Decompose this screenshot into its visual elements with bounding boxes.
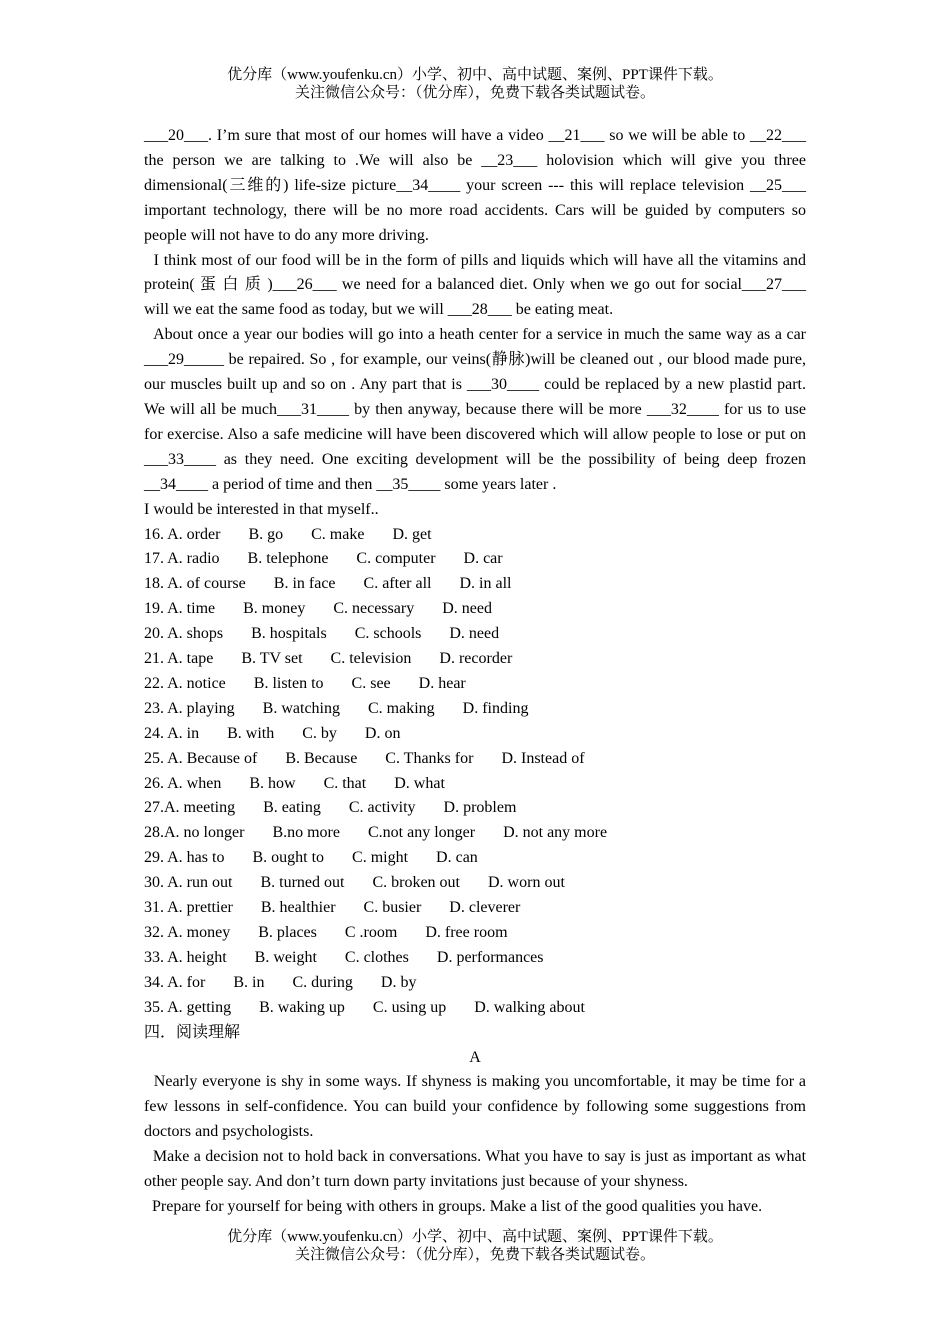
option-b: B. watching	[262, 699, 340, 717]
option-b: B. with	[227, 724, 275, 742]
option-row	[144, 747, 806, 772]
option-b: B. Because	[285, 749, 358, 767]
option-c: C. television	[330, 650, 412, 668]
option-c: C. might	[352, 849, 409, 867]
option-a: 21. A. tape	[144, 650, 214, 668]
option-a: 16. A. order	[144, 525, 221, 543]
passage-paragraph-3: About once a year our bodies will go into a heath center for a service in much the same way as a car ___29_____ be repaired. So , for example, our veins(静脉)will be cleaned out , our blood made pure, our muscles built up and so on . Any part that is ___30____ could be replaced by a new plastid part. We will all be much___31____ by then anyway, because there will be more ___32____ for us to use for exercise. Also a safe medicine will have been discovered which will allow people to lose or put on ___33____ as they need. One exciting development will be the possibility of being deep frozen __34____ a period of time and then __35____ some years later .	[144, 326, 811, 493]
option-c: C. clothes	[344, 948, 409, 966]
option-c: C. broken out	[372, 874, 460, 892]
option-row	[144, 597, 806, 622]
option-d: D. cleverer	[449, 899, 521, 917]
option-row	[144, 572, 806, 597]
option-row	[144, 647, 806, 672]
option-c: C.not any longer	[367, 824, 476, 842]
option-a: 34. A. for	[144, 973, 206, 991]
passage-paragraph-2: I think most of our food will be in the form of pills and liquids which will have all the vitamins and protein( 蛋 白 质 )___26___ we need for a balanced diet. Only when we go out for social___27___ will we eat the same food as today, but we will ___28___ be eating meat.	[144, 251, 811, 319]
page-footer	[0, 1228, 950, 1264]
option-c: C. computer	[356, 550, 436, 568]
option-b: B. in face	[273, 575, 336, 593]
option-c: C. using up	[372, 998, 447, 1016]
option-c: C. make	[311, 525, 365, 543]
option-row	[144, 772, 806, 797]
page-header	[0, 66, 950, 102]
option-a: 23. A. playing	[144, 699, 235, 717]
option-c: C. during	[292, 973, 353, 991]
option-row	[144, 996, 806, 1021]
option-c: C. schools	[354, 625, 422, 643]
option-row	[144, 722, 806, 747]
option-a: 31. A. prettier	[144, 899, 233, 917]
option-b: B. listen to	[253, 674, 324, 692]
option-b: B. weight	[254, 948, 317, 966]
option-c: C. that	[323, 774, 367, 792]
document-body	[144, 124, 811, 1220]
option-d: D. get	[392, 525, 432, 543]
options-list	[144, 523, 806, 1021]
option-row	[144, 896, 806, 921]
option-c: C. busier	[363, 899, 422, 917]
option-row	[144, 523, 806, 548]
option-a: 25. A. Because of	[144, 749, 258, 767]
option-row	[144, 547, 806, 572]
option-c: C. necessary	[333, 600, 415, 618]
option-a: 30. A. run out	[144, 874, 233, 892]
option-row	[144, 871, 806, 896]
passage-paragraph-4: I would be interested in that myself..	[144, 500, 379, 518]
option-d: D. car	[463, 550, 503, 568]
option-d: D. free room	[425, 924, 508, 941]
option-d: D. walking about	[474, 998, 585, 1016]
option-d: D. recorder	[439, 650, 513, 668]
option-d: D. can	[436, 849, 478, 867]
option-b: B. places	[258, 924, 317, 941]
option-d: D. what	[394, 774, 445, 792]
option-row	[144, 971, 806, 996]
option-a: 35. A. getting	[144, 998, 232, 1016]
option-a: 33. A. height	[144, 948, 227, 966]
option-row	[144, 697, 806, 722]
option-a: 28.A. no longer	[144, 824, 245, 842]
option-d: D. in all	[459, 575, 512, 593]
option-d: D. need	[442, 600, 492, 618]
option-row	[144, 622, 806, 647]
option-c: C. by	[302, 724, 337, 742]
section-part-label: A	[469, 1048, 481, 1066]
option-d: D. finding	[462, 699, 529, 717]
option-d: D. on	[364, 724, 401, 742]
option-a: 32. A. money	[144, 924, 231, 941]
option-d: D. Instead of	[501, 749, 585, 767]
reading-paragraph-3: Prepare for yourself for being with others in groups. Make a list of the good qualities you have.	[144, 1197, 763, 1215]
option-a: 27.A. meeting	[144, 799, 236, 817]
option-a: 19. A. time	[144, 600, 216, 618]
passage-paragraph-1: ___20___. I’m sure that most of our homes will have a video __21___ so we will be able to __22___ the person we are talking to .We will also be __23___ holovision which will give you three dimensional(三维的) life-size picture__34____ your screen --- this will replace television __25___ important technology, there will be no more road accidents. Cars will be guided by computers so people will not have to do any more driving.	[144, 127, 806, 244]
option-b: B. go	[248, 525, 284, 543]
option-d: D. performances	[436, 948, 544, 966]
option-d: D. by	[380, 973, 417, 991]
option-c: C .room	[344, 924, 398, 941]
option-b: B. TV set	[241, 650, 303, 668]
option-c: C. Thanks for	[385, 749, 474, 767]
option-row	[144, 821, 806, 846]
option-b: B. money	[243, 600, 306, 618]
option-b: B. eating	[263, 799, 321, 817]
option-c: C. see	[351, 674, 391, 692]
option-c: C. after all	[363, 575, 432, 593]
option-d: D. not any more	[503, 824, 608, 842]
option-d: D. hear	[418, 674, 466, 692]
footer-line-2: 关注微信公众号：（优分库），免费下载各类试题试卷。	[294, 1247, 655, 1263]
option-row	[144, 946, 806, 971]
header-line-1: 优分库（www.youfenku.cn）小学、初中、高中试题、案例、PPT课件下载。	[227, 67, 723, 83]
option-b: B. in	[233, 973, 265, 991]
option-b: B. waking up	[259, 998, 345, 1016]
option-b: B. how	[249, 774, 296, 792]
section-title: 四．阅读理解	[144, 1023, 241, 1041]
option-d: D. worn out	[488, 874, 565, 892]
header-line-2: 关注微信公众号：（优分库），免费下载各类试题试卷。	[294, 85, 655, 101]
option-d: D. need	[449, 625, 500, 643]
option-a: 22. A. notice	[144, 674, 226, 692]
option-b: B. turned out	[260, 874, 345, 892]
option-d: D. problem	[443, 799, 517, 817]
option-b: B. ought to	[252, 849, 325, 867]
option-a: 26. A. when	[144, 774, 222, 792]
option-row	[144, 921, 806, 946]
option-b: B.no more	[272, 824, 340, 842]
option-c: C. activity	[348, 799, 416, 817]
option-a: 29. A. has to	[144, 849, 225, 867]
option-a: 18. A. of course	[144, 575, 246, 593]
option-c: C. making	[368, 699, 435, 717]
option-a: 17. A. radio	[144, 550, 220, 568]
option-row	[144, 796, 806, 821]
option-row	[144, 672, 806, 697]
option-a: 20. A. shops	[144, 625, 224, 643]
reading-paragraph-2: Make a decision not to hold back in conversations. What you have to say is just as important as what other people say. And don’t turn down party invitations just because of your shyness.	[144, 1148, 811, 1191]
option-b: B. telephone	[247, 550, 329, 568]
option-b: B. hospitals	[251, 625, 327, 643]
option-row	[144, 846, 806, 871]
reading-paragraph-1: Nearly everyone is shy in some ways. If shyness is making you uncomfortable, it may be time for a few lessons in self-confidence. You can build your confidence by following some suggestions from doctors and psychologists.	[144, 1073, 811, 1141]
footer-line-1: 优分库（www.youfenku.cn）小学、初中、高中试题、案例、PPT课件下载。	[227, 1229, 723, 1245]
option-a: 24. A. in	[144, 724, 200, 742]
option-b: B. healthier	[260, 899, 336, 917]
